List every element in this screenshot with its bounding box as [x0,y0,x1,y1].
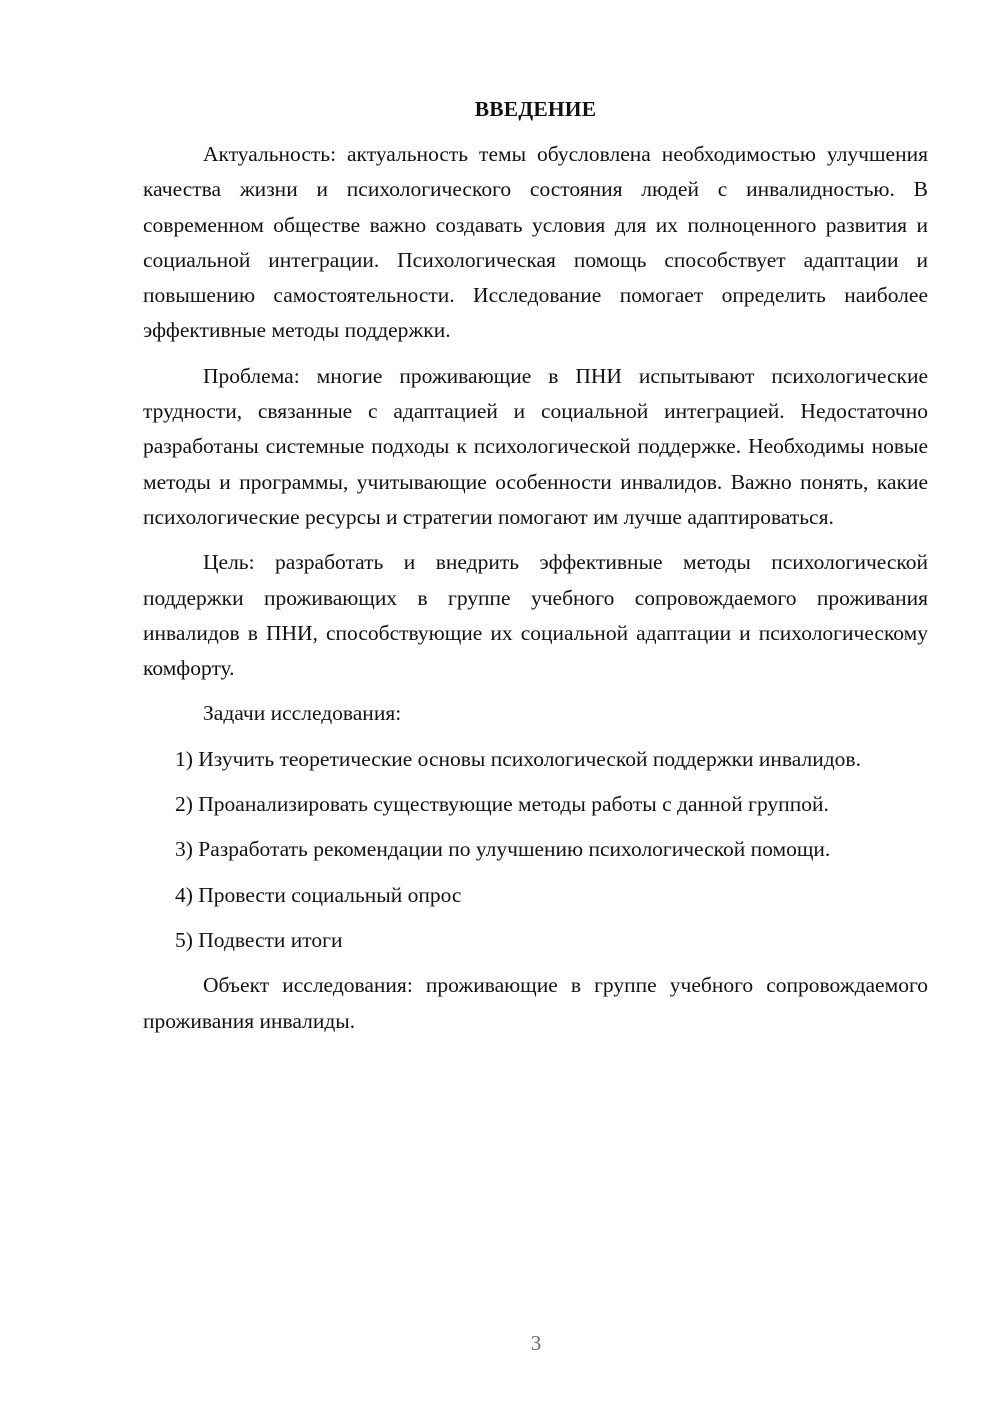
paragraph-goal: Цель: разработать и внедрить эффективные методы психологической поддержки проживающих в группе учебного сопровождаемого проживания инвалидов в ПНИ, способствующие их социальной адаптации и психологическому комфорту. [143,550,928,681]
page-number: 3 [530,1331,542,1355]
task-item-3: 3) Разработать рекомендации по улучшению психологической помощи. [175,837,831,862]
task-item-1: 1) Изучить теоретические основы психологической поддержки инвалидов. [175,746,861,771]
paragraph-problem: Проблема: многие проживающие в ПНИ испытывают психологические трудности, связанные с адаптацией и социальной интеграцией. Недостаточно разработаны системные подходы к психологической поддержке. Необходимы новые методы и программы, учитывающие особенности инвалидов. Важно понять, какие психологические ресурсы и стратегии помогают им лучше адаптироваться. [143,363,928,529]
task-item-2: 2) Проанализировать существующие методы работы с данной группой. [175,792,829,817]
paragraph-object: Объект исследования: проживающие в группе учебного сопровождаемого проживания инвалиды. [143,973,928,1033]
task-item-5: 5) Подвести итоги [175,927,343,952]
section-title: ВВЕДЕНИЕ [474,97,597,121]
page-content [143,92,928,1049]
paragraph-relevance: Актуальность: актуальность темы обусловлена необходимостью улучшения качества жизни и психологического состояния людей с инвалидностью. В современном обществе важно создавать условия для их полноценного развития и социальной интеграции. Психологическая помощь способствует адаптации и повышению самостоятельности. Исследование помогает определить наиболее эффективные методы поддержки. [143,142,928,343]
tasks-heading: Задачи исследования: [203,701,402,726]
task-item-4: 4) Провести социальный опрос [175,882,462,907]
